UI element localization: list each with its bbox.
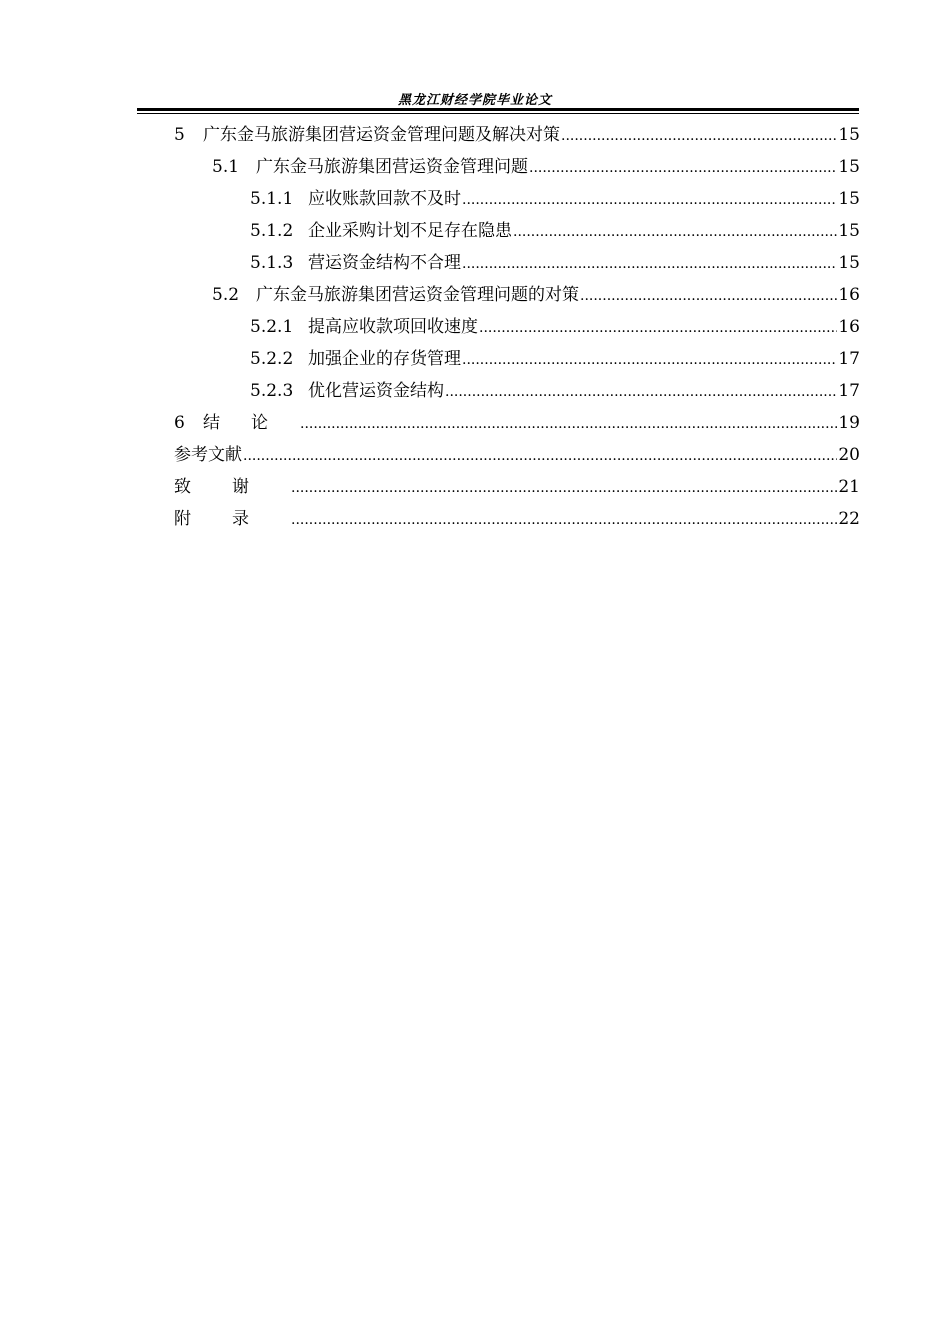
page-header-title: 黑龙江财经学院毕业论文 [397, 93, 552, 108]
header-rule-thin [137, 113, 859, 114]
toc-entry-page: 16 [838, 285, 860, 305]
toc-entry[interactable] [174, 407, 860, 439]
toc-entry-page: 15 [838, 253, 860, 273]
toc-dot-leader [243, 440, 837, 472]
toc-dot-leader [462, 344, 837, 376]
toc-entry-title: 结论 [203, 413, 299, 433]
toc-entry[interactable] [174, 247, 860, 279]
toc-entry-number: 5.1.3 [250, 253, 294, 273]
toc-entry[interactable] [174, 503, 860, 535]
toc-dot-leader [462, 184, 837, 216]
toc-entry[interactable] [174, 183, 860, 215]
toc-entry-number: 6 [174, 413, 185, 433]
toc-entry[interactable] [174, 119, 860, 151]
toc-dot-leader [445, 376, 837, 408]
toc-entry-page: 15 [838, 189, 860, 209]
toc-dot-leader [479, 312, 837, 344]
toc-entry-title: 附录 [174, 509, 290, 529]
toc-entry-number: 5.1.2 [250, 221, 294, 241]
toc-entry-page: 19 [838, 413, 860, 433]
toc-entry-title: 营运资金结构不合理 [308, 253, 461, 273]
toc-entry-title: 优化营运资金结构 [308, 381, 444, 401]
toc-dot-leader [462, 248, 837, 280]
toc-entry-number: 5.2.2 [250, 349, 294, 369]
toc-entry[interactable] [174, 439, 860, 471]
toc-entry-title: 广东金马旅游集团营运资金管理问题的对策 [256, 285, 579, 305]
toc-entry-title: 提高应收款项回收速度 [308, 317, 478, 337]
toc-entry-title: 广东金马旅游集团营运资金管理问题 [256, 157, 528, 177]
toc-entry-page: 15 [838, 125, 860, 145]
toc-entry[interactable] [174, 343, 860, 375]
toc-entry[interactable] [174, 215, 860, 247]
toc-dot-leader [561, 120, 837, 152]
toc-entry-title: 广东金马旅游集团营运资金管理问题及解决对策 [203, 125, 560, 145]
toc-entry-page: 20 [838, 445, 860, 465]
toc-entry-number: 5.2 [212, 285, 240, 305]
toc-entry-title: 应收账款回款不及时 [308, 189, 461, 209]
toc-entry-number: 5.1.1 [250, 189, 294, 209]
toc-entry[interactable] [174, 151, 860, 183]
toc-entry-page: 17 [838, 381, 860, 401]
toc-entry-title: 参考文献 [174, 445, 242, 465]
toc-entry-number: 5.1 [212, 157, 240, 177]
toc-entry-number: 5.2.1 [250, 317, 294, 337]
toc-entry-page: 15 [838, 221, 860, 241]
toc-entry-page: 21 [838, 477, 860, 497]
toc-dot-leader [513, 216, 837, 248]
header-rule-thick [137, 108, 859, 111]
toc-entry[interactable] [174, 279, 860, 311]
toc-entry-page: 22 [838, 509, 860, 529]
toc-dot-leader [580, 280, 837, 312]
toc-entry-page: 17 [838, 349, 860, 369]
toc-entry[interactable] [174, 375, 860, 407]
toc-dot-leader [529, 152, 837, 184]
toc-entry-title: 致谢 [174, 477, 290, 497]
toc-entry[interactable] [174, 311, 860, 343]
toc-entry[interactable] [174, 471, 860, 503]
toc-entry-title: 企业采购计划不足存在隐患 [308, 221, 512, 241]
toc-entry-number: 5.2.3 [250, 381, 294, 401]
toc-dot-leader [300, 408, 837, 440]
toc-entry-page: 16 [838, 317, 860, 337]
toc-dot-leader [291, 472, 837, 504]
toc-entry-title: 加强企业的存货管理 [308, 349, 461, 369]
toc-entry-number: 5 [174, 125, 185, 145]
toc-entry-page: 15 [838, 157, 860, 177]
table-of-contents [174, 119, 860, 535]
toc-dot-leader [291, 504, 837, 536]
